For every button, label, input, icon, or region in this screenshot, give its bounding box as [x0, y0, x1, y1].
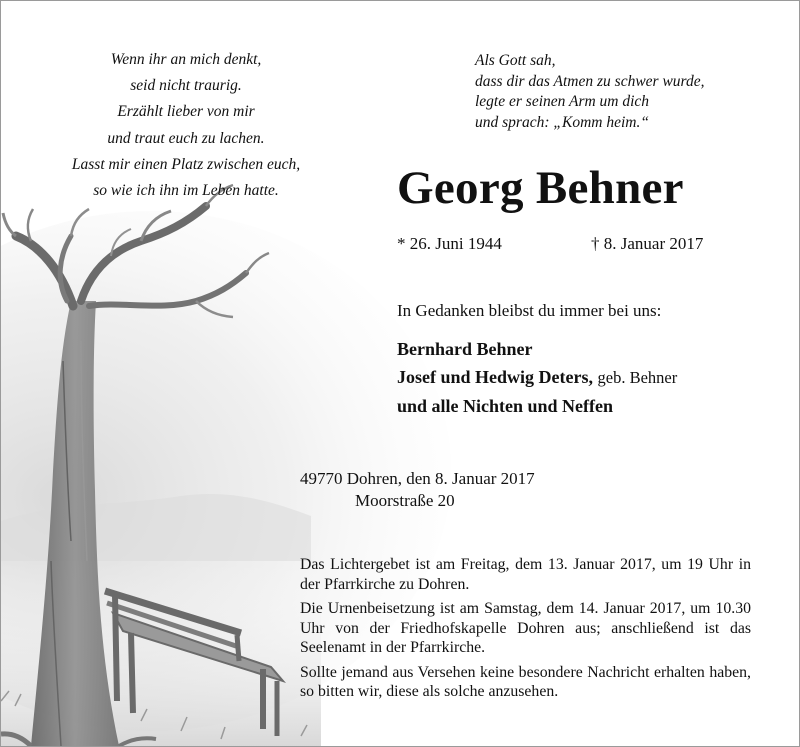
birth-date: * 26. Juni 1944 — [397, 234, 502, 253]
poem-right-line: dass dir das Atmen zu schwer wurde, — [475, 72, 705, 90]
mourner-note: geb. Behner — [597, 368, 678, 387]
mourner-name: Bernhard Behner — [397, 339, 533, 359]
poem-left-line: Erzählt lieber von mir — [117, 103, 255, 121]
mourner-entry — [397, 363, 677, 392]
deceased-name: Georg Behner — [397, 162, 684, 214]
place-and-date: 49770 Dohren, den 8. Januar 2017 — [300, 469, 535, 488]
mourner-name: und alle Nichten und Neffen — [397, 396, 614, 416]
poem-left-line: Lasst mir einen Platz zwischen euch, — [71, 155, 301, 173]
poem-right-line: und sprach: „Komm heim.“ — [475, 113, 649, 131]
remembrance-line: In Gedanken bleibst du immer bei uns: — [397, 301, 662, 320]
street-address: Moorstraße 20 — [355, 491, 455, 510]
notice-paragraph: Sollte jemand aus Versehen keine besondere Nachricht erhalten haben, so bitten wir, diese als solche anzusehen. — [300, 663, 751, 700]
poem-left-line: und traut euch zu lachen. — [107, 129, 265, 147]
notice-paragraph: Die Urnenbeisetzung ist am Samstag, dem 14. Januar 2017, um 10.30 Uhr von der Friedhofskapelle Dohren aus; anschließend ist das Seelenamt in der Pfarrkirche. — [300, 600, 751, 656]
mourners-list — [397, 335, 677, 420]
poem-left-line: Wenn ihr an mich denkt, — [110, 51, 262, 68]
mourner-entry — [397, 392, 677, 420]
poem-left-line: so wie ich ihn im Leben hatte. — [93, 182, 279, 200]
poem-left-line: seid nicht traurig. — [130, 77, 242, 95]
mourner-name: Josef und Hedwig Deters, — [397, 367, 593, 387]
death-date: † 8. Januar 2017 — [591, 234, 704, 253]
poem-right-line: legte er seinen Arm um dich — [475, 93, 650, 110]
service-notice — [300, 555, 751, 707]
poem-right-line: Als Gott sah, — [475, 52, 556, 69]
poem-right — [475, 51, 795, 133]
poem-left — [31, 47, 341, 204]
notice-paragraph: Das Lichtergebet ist am Freitag, dem 13. Januar 2017, um 19 Uhr in der Pfarrkirche zu Dohren. — [300, 556, 751, 593]
mourner-entry — [397, 335, 677, 363]
